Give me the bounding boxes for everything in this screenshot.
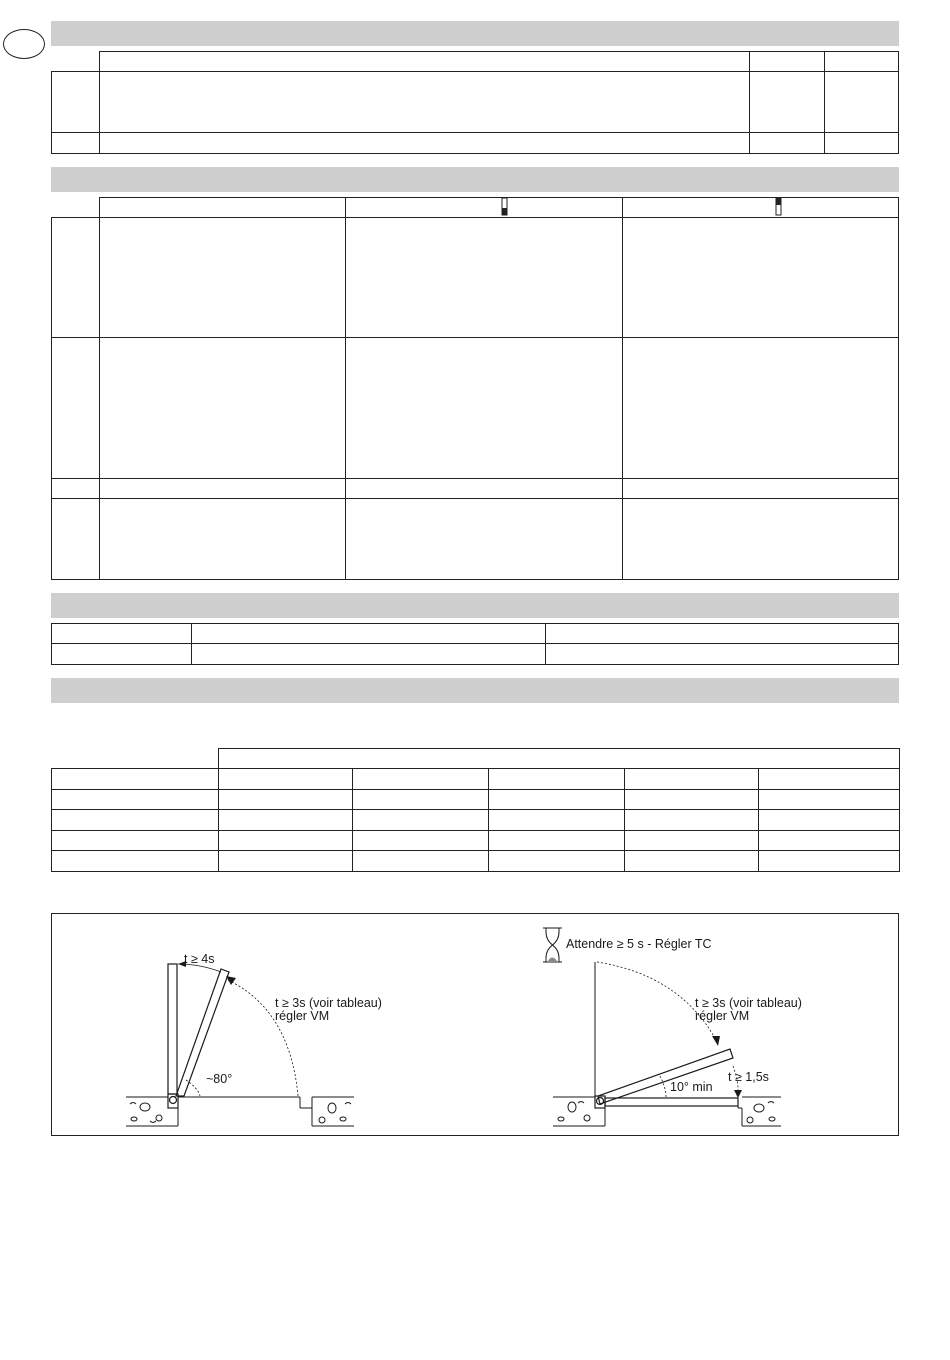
speed-label-line1: t ≥ 3s (voir tableau) [275, 996, 382, 1010]
hourglass-icon [543, 928, 562, 962]
min-angle-label: 10° min [670, 1080, 713, 1094]
floor-left [126, 1097, 354, 1126]
speed-label-line2: régler VM [275, 1009, 330, 1023]
wait-label: Attendre ≥ 5 s - Régler TC [566, 937, 712, 951]
door-latch-position [598, 1049, 733, 1104]
door-open-position [168, 964, 177, 1094]
floor-right [553, 1097, 781, 1126]
speed-label-line2-right: régler VM [695, 1009, 750, 1023]
right-panel [543, 928, 781, 1126]
door-closed-position [605, 1098, 738, 1106]
left-panel [126, 961, 354, 1126]
angle-label: ~80° [206, 1072, 233, 1086]
closing-time-label: t ≥ 4s [184, 952, 215, 966]
latch-time-label: t ≥ 1,5s [728, 1070, 769, 1084]
speed-label-line1-right: t ≥ 3s (voir tableau) [695, 996, 802, 1010]
